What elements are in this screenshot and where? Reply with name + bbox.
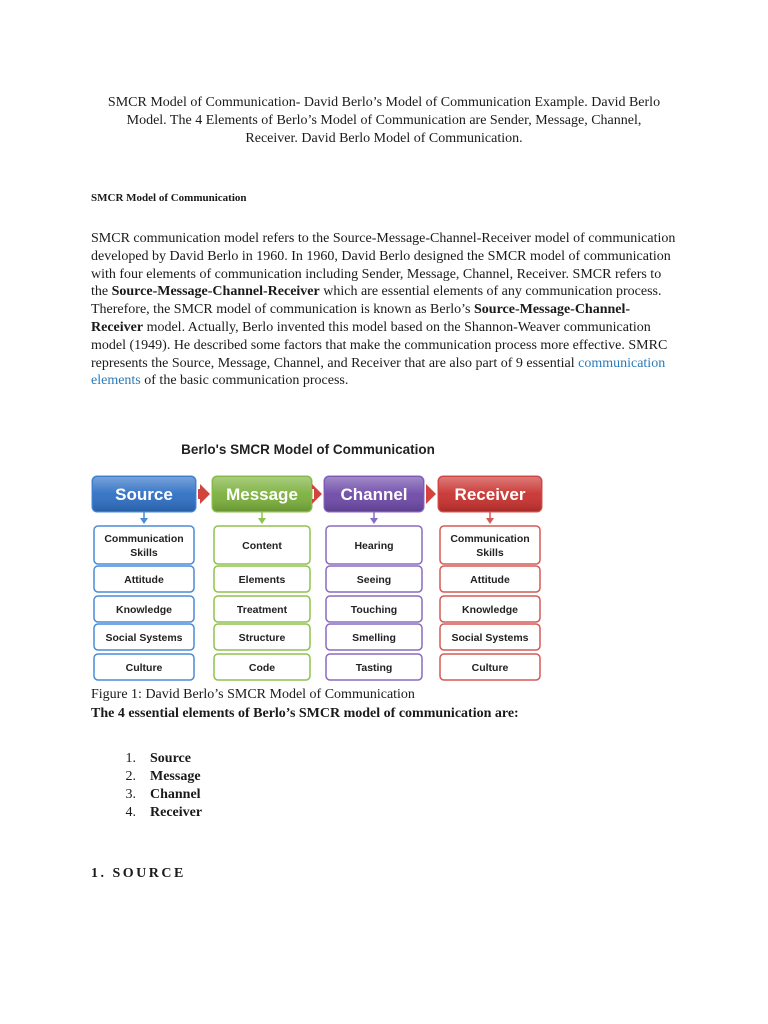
- item-label: Elements: [238, 574, 286, 586]
- item-label: Content: [242, 540, 282, 552]
- column-header-label: Source: [115, 485, 173, 504]
- elements-list: [91, 750, 202, 822]
- list-item: [91, 750, 202, 768]
- item-label: Culture: [125, 662, 163, 674]
- item-label: Knowledge: [461, 604, 519, 616]
- list-item-number: 1.: [125, 751, 136, 766]
- diagram-title: Berlo's SMCR Model of Communication: [181, 442, 435, 457]
- down-arrow-icon: [370, 518, 378, 524]
- list-item-text: Source: [150, 751, 191, 766]
- smcr-diagram: [88, 436, 548, 682]
- item-label: Touching: [350, 604, 398, 616]
- item-label: Social Systems: [451, 632, 529, 644]
- item-label: Seeing: [356, 574, 392, 586]
- item-label: Structure: [238, 632, 286, 644]
- page-title: SMCR Model of Communication- David Berlo’s Model of Communication Example. David Berlo Model. The 4 Elements of Berlo’s Model of Communication are Sender, Message, Channel, Receiver. David Berlo Model of Communication.: [107, 95, 661, 146]
- list-item-number: 4.: [125, 805, 136, 820]
- item-label: Code: [248, 662, 276, 674]
- paragraph-text-4: of the basic communication process.: [140, 373, 349, 389]
- item-label: Hearing: [354, 540, 394, 552]
- item-label: Communication: [450, 533, 530, 545]
- source-heading: 1. SOURCE: [91, 866, 186, 881]
- section-heading: SMCR Model of Communication: [91, 192, 247, 204]
- paragraph-text-1: SMCR communication model refers to the Source-Message-Channel-Receiver model of communication developed by David Berlo in 1960. In 1960, David Berlo designed the SMCR model of communication with four elements of communication including Sender, Message, Channel, Receiver. SMCR refers to the: [91, 231, 676, 300]
- item-label: Treatment: [236, 604, 288, 616]
- column-header-label: Channel: [340, 485, 408, 504]
- flow-arrow-icon: [198, 484, 210, 504]
- item-label: Social Systems: [105, 632, 183, 644]
- list-item-text: Receiver: [150, 805, 203, 820]
- paragraph-bold-2: Source-Message-Channel-Receiver: [91, 302, 631, 335]
- communication-elements-link[interactable]: communication elements: [91, 355, 666, 389]
- item-label: Attitude: [124, 574, 164, 586]
- body-paragraph: [91, 230, 681, 390]
- paragraph-bold-1: Source-Message-Channel-Receiver: [111, 284, 320, 300]
- item-label: Skills: [476, 547, 504, 559]
- flow-arrow-icon: [426, 484, 436, 504]
- flow-arrow-icon: [312, 484, 322, 504]
- paragraph-text-3: model. Actually, Berlo invented this model based on the Shannon-Weaver communication model (1949). He described some factors that make the communication process more effective. SMRC represents the Source, Message, Channel, and Receiver that are also part of 9 essential: [91, 319, 668, 371]
- paragraph-text-2: which are essential elements of any communication process. Therefore, the SMCR model of communication is known as Berlo’s: [91, 284, 662, 318]
- down-arrow-icon: [140, 518, 148, 524]
- down-arrow-icon: [486, 518, 494, 524]
- item-label: Tasting: [355, 662, 393, 674]
- item-label: Smelling: [352, 632, 396, 644]
- column-header-label: Message: [226, 485, 298, 504]
- item-label: Skills: [130, 547, 158, 559]
- item-label: Attitude: [470, 574, 510, 586]
- column-header-label: Receiver: [454, 485, 526, 504]
- down-arrow-icon: [258, 518, 266, 524]
- item-label: Culture: [471, 662, 509, 674]
- list-item-number: 2.: [125, 769, 136, 784]
- list-item: [91, 768, 202, 786]
- item-label: Communication: [104, 533, 184, 545]
- list-item: [91, 804, 202, 822]
- figure-caption: Figure 1: David Berlo’s SMCR Model of Communication: [91, 687, 415, 702]
- list-item-text: Message: [150, 769, 201, 784]
- list-item: [91, 786, 202, 804]
- item-label: Knowledge: [115, 604, 173, 616]
- list-item-text: Channel: [150, 787, 201, 802]
- list-item-number: 3.: [125, 787, 136, 802]
- elements-heading: The 4 essential elements of Berlo’s SMCR model of communication are:: [91, 706, 519, 721]
